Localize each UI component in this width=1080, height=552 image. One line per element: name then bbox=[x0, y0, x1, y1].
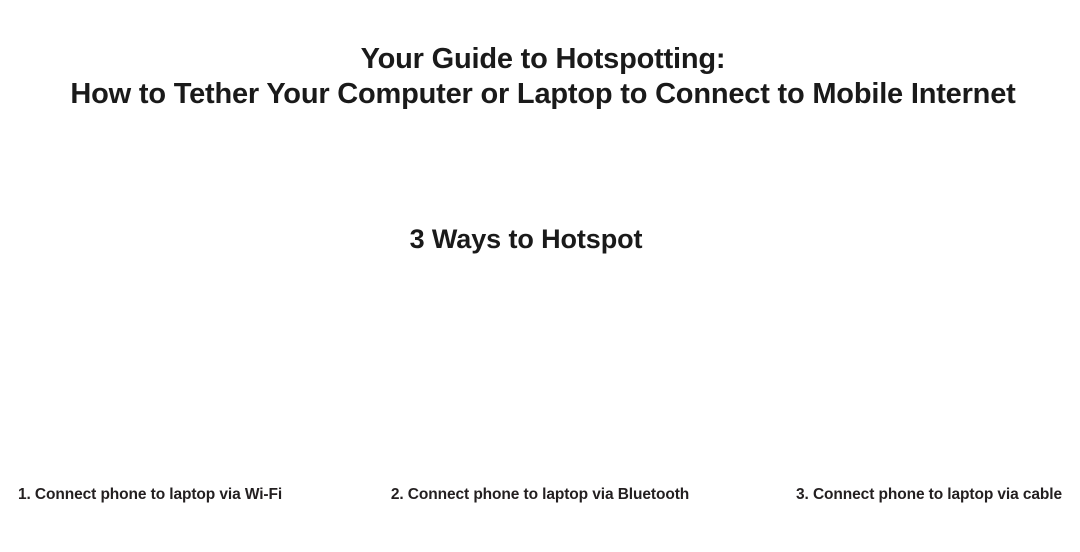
step-label-3: 3. Connect phone to laptop via cable bbox=[796, 486, 1062, 503]
steps-row bbox=[0, 486, 1080, 504]
page-title bbox=[0, 42, 1080, 113]
title-line-1: Your Guide to Hotspotting: bbox=[360, 43, 726, 75]
title-line-2: How to Tether Your Computer or Laptop to Connect to Mobile Internet bbox=[70, 78, 1016, 111]
section-subtitle: 3 Ways to Hotspot bbox=[409, 224, 643, 254]
step-column-1 bbox=[0, 486, 362, 504]
step-column-2 bbox=[362, 486, 718, 504]
step-column-3 bbox=[718, 486, 1080, 504]
step-label-2: 2. Connect phone to laptop via Bluetooth bbox=[390, 486, 690, 503]
step-label-1: 1. Connect phone to laptop via Wi-Fi bbox=[18, 486, 283, 503]
